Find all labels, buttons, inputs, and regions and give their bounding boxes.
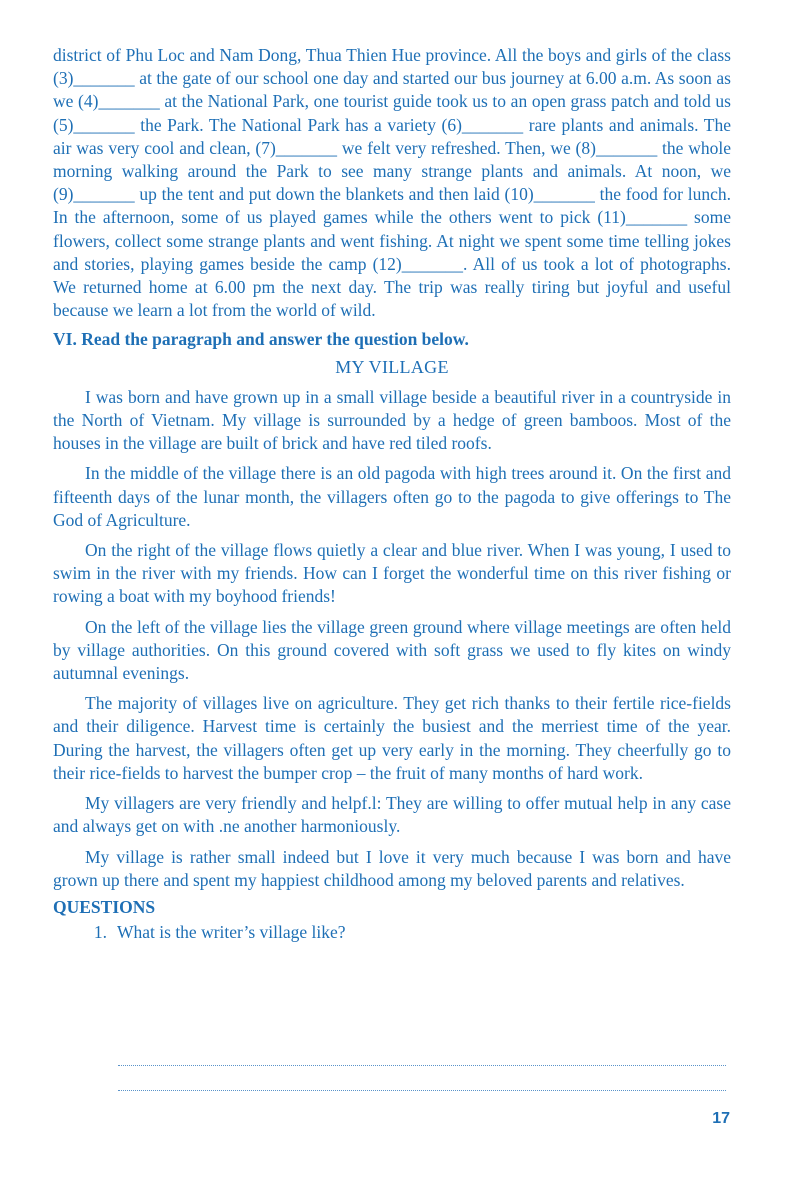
question-text: What is the writer’s village like? (117, 922, 346, 943)
paragraph-7: My village is rather small indeed but I love it very much because I was born and have grown up there and spent my happiest childhood among my beloved parents and relatives. (53, 846, 731, 890)
passage-title: MY VILLAGE (335, 356, 449, 377)
page-content (53, 44, 731, 944)
paragraph-5: The majority of villages live on agriculture. They get rich thanks to their fertile rice-fields and their diligence. Harvest time is certainly the busiest and the merriest time of the year. During the harvest, the villagers often get up very early in the morning. They cheerfully go to their rice-fields to harvest the bumper crop – the fruit of many months of hard work. (53, 693, 731, 783)
paragraph-1: I was born and have grown up in a small village beside a beautiful river in a countryside in the North of Vietnam. My village is surrounded by a hedge of green bamboos. Most of the houses in the village are built of brick and have red tiled roofs. (53, 386, 731, 454)
passage-intro-paragraph: district of Phu Loc and Nam Dong, Thua Thien Hue province. All the boys and girls of the class (3)_______ at the gate of our school one day and started our bus journey at 6.00 a.m. As soon as we (4)_______ at the National Park, one tourist guide took us to an open grass patch and told us (5)_______ the Park. The National Park has a variety (6)_______ rare plants and animals. The air was very cool and clean, (7)_______ we felt very refreshed. Then, we (8)_______ the whole morning walking around the Park to see many strange plants and animals. At noon, we (9)_______ up the tent and put down the blankets and then laid (10)_______ the food for lunch. In the afternoon, some of us played games while the others went to pick (11)_______ some flowers, collect some strange plants and went fishing. At night we spent some time telling jokes and stories, playing games beside the camp (12)_______. All of us took a lot of photographs. We returned home at 6.00 pm the next day. The trip was really tiring but joyful and useful because we learn a lot from the world of wild. (53, 45, 731, 321)
question-number: 1. (93, 922, 107, 943)
questions-heading: QUESTIONS (53, 896, 156, 917)
section-heading: VI. Read the paragraph and answer the question below. (53, 329, 469, 350)
paragraph-3: On the right of the village flows quietly a clear and blue river. When I was young, I used to swim in the river with my friends. How can I forget the wonderful time on this river fishing or rowing a boat with my boyhood friends! (53, 540, 731, 607)
paragraph-2: In the middle of the village there is an old pagoda with high trees around it. On the first and fifteenth days of the lunar month, the villagers often go to the pagoda to give offerings to The God of Agriculture. (53, 463, 731, 530)
question-item (53, 921, 731, 944)
answer-line-1[interactable] (118, 1065, 726, 1066)
paragraph-6: My villagers are very friendly and helpf.l: They are willing to offer mutual help in any case and always get on with .ne another harmoniously. (53, 793, 731, 837)
answer-line-2[interactable] (118, 1090, 726, 1091)
page-number: 17 (712, 1110, 730, 1127)
paragraph-4: On the left of the village lies the village green ground where village meetings are often held by village authorities. On this ground covered with soft grass we used to fly kites on windy autumnal evenings. (53, 616, 731, 684)
